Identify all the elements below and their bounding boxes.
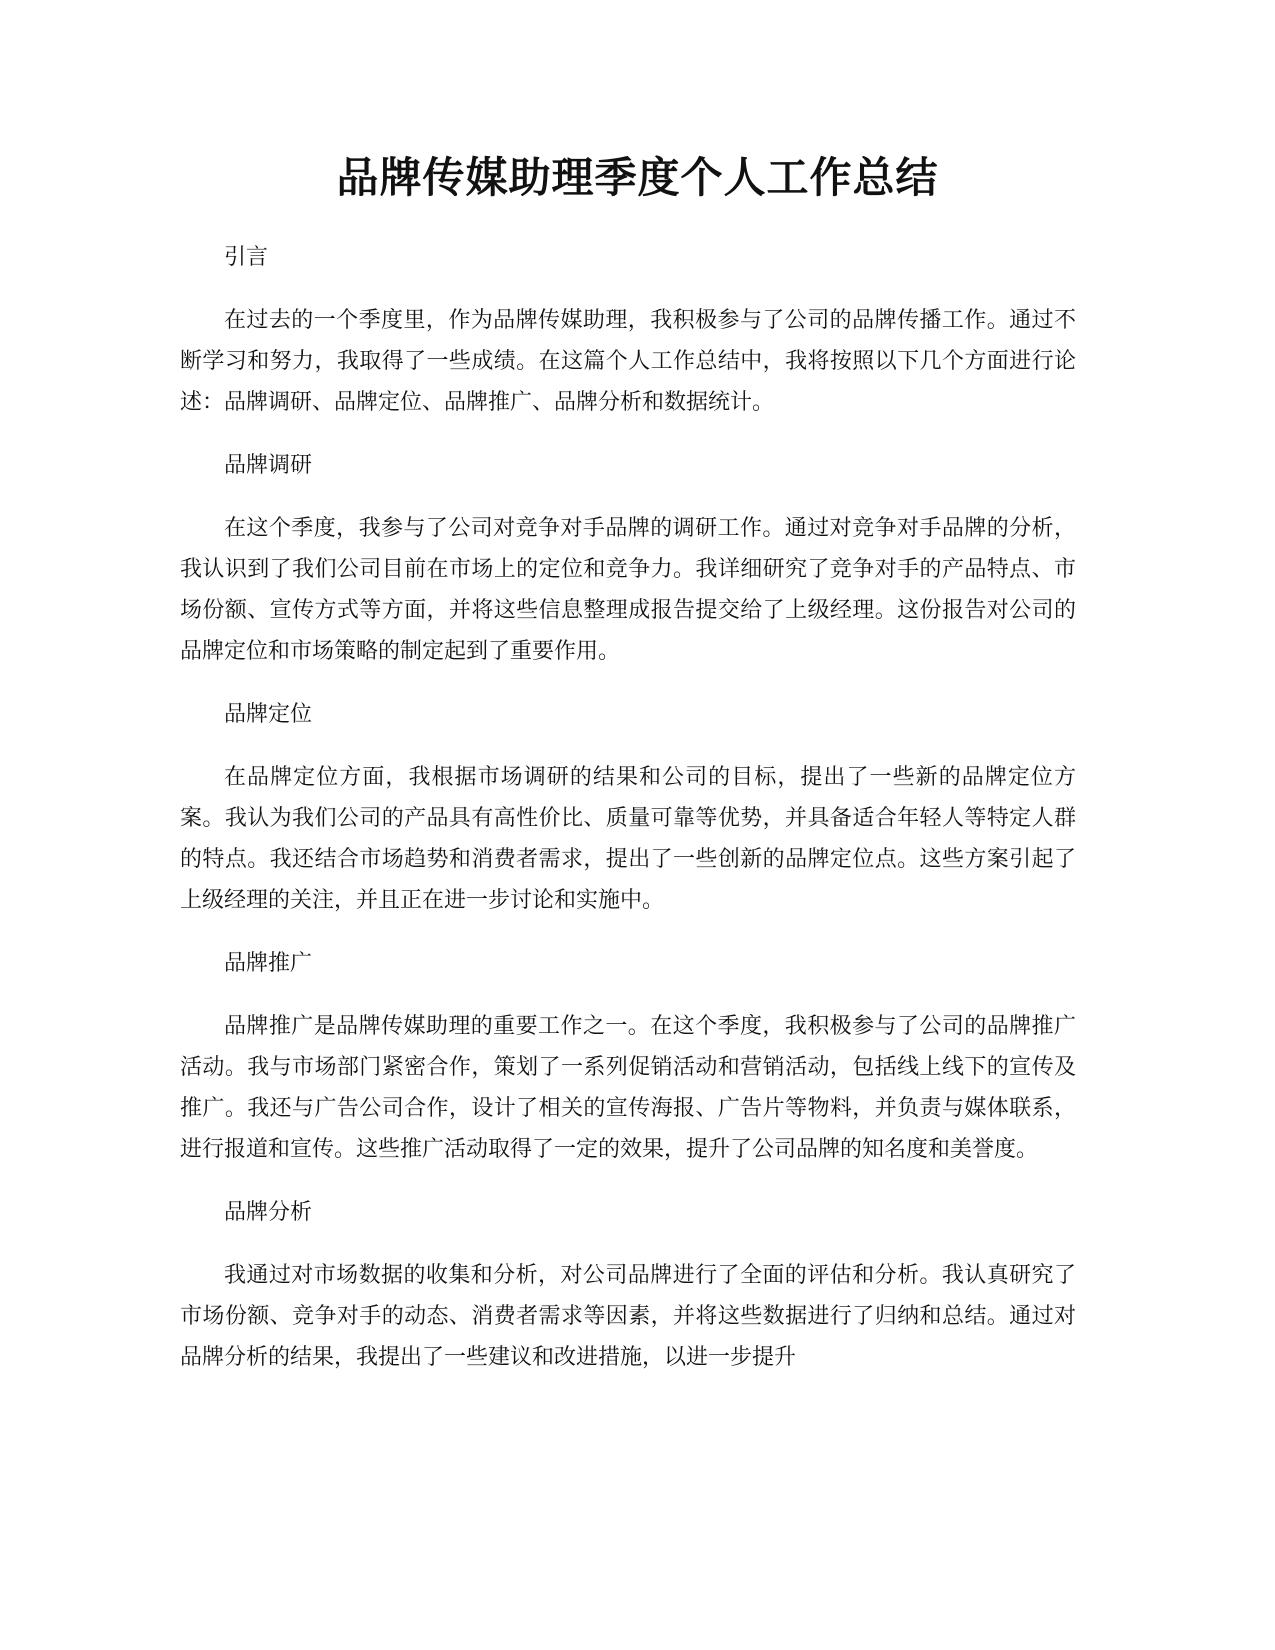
section-heading-positioning: 品牌定位 [224,702,313,727]
section-paragraph-research: 在这个季度，我参与了公司对竞争对手品牌的调研工作。通过对竞争对手品牌的分析，我认识到了我们公司目前在市场上的定位和竞争力。我详细研究了竞争对手的产品特点、市场份额、宣传方式等方面，并将这些信息整理成报告提交给了上级经理。这份报告对公司的品牌定位和市场策略的制定起到了重要作用。 [180,516,1076,664]
section-heading-research: 品牌调研 [224,453,313,478]
section-heading-promotion: 品牌推广 [224,951,313,976]
section-paragraph-promotion: 品牌推广是品牌传媒助理的重要工作之一。在这个季度，我积极参与了公司的品牌推广活动。我与市场部门紧密合作，策划了一系列促销活动和营销活动，包括线上线下的宣传及推广。我还与广告公司合作，设计了相关的宣传海报、广告片等物料，并负责与媒体联系，进行报道和宣传。这些推广活动取得了一定的效果，提升了公司品牌的知名度和美誉度。 [180,1014,1076,1162]
section-heading-intro: 引言 [224,245,269,270]
section-paragraph-analysis: 我通过对市场数据的收集和分析，对公司品牌进行了全面的评估和分析。我认真研究了市场份额、竞争对手的动态、消费者需求等因素，并将这些数据进行了归纳和总结。通过对品牌分析的结果，我提出了一些建议和改进措施，以进一步提升 [180,1263,1076,1370]
section-heading-analysis: 品牌分析 [224,1200,313,1225]
document-title: 品牌传媒助理季度个人工作总结 [336,153,939,202]
section-paragraph-positioning: 在品牌定位方面，我根据市场调研的结果和公司的目标，提出了一些新的品牌定位方案。我认为我们公司的产品具有高性价比、质量可靠等优势，并具备适合年轻人等特定人群的特点。我还结合市场趋势和消费者需求，提出了一些创新的品牌定位点。这些方案引起了上级经理的关注，并且正在进一步讨论和实施中。 [180,765,1076,913]
section-paragraph-intro: 在过去的一个季度里，作为品牌传媒助理，我积极参与了公司的品牌传播工作。通过不断学习和努力，我取得了一些成绩。在这篇个人工作总结中，我将按照以下几个方面进行论述：品牌调研、品牌定位、品牌推广、品牌分析和数据统计。 [180,308,1076,415]
document-body [180,237,1076,1400]
